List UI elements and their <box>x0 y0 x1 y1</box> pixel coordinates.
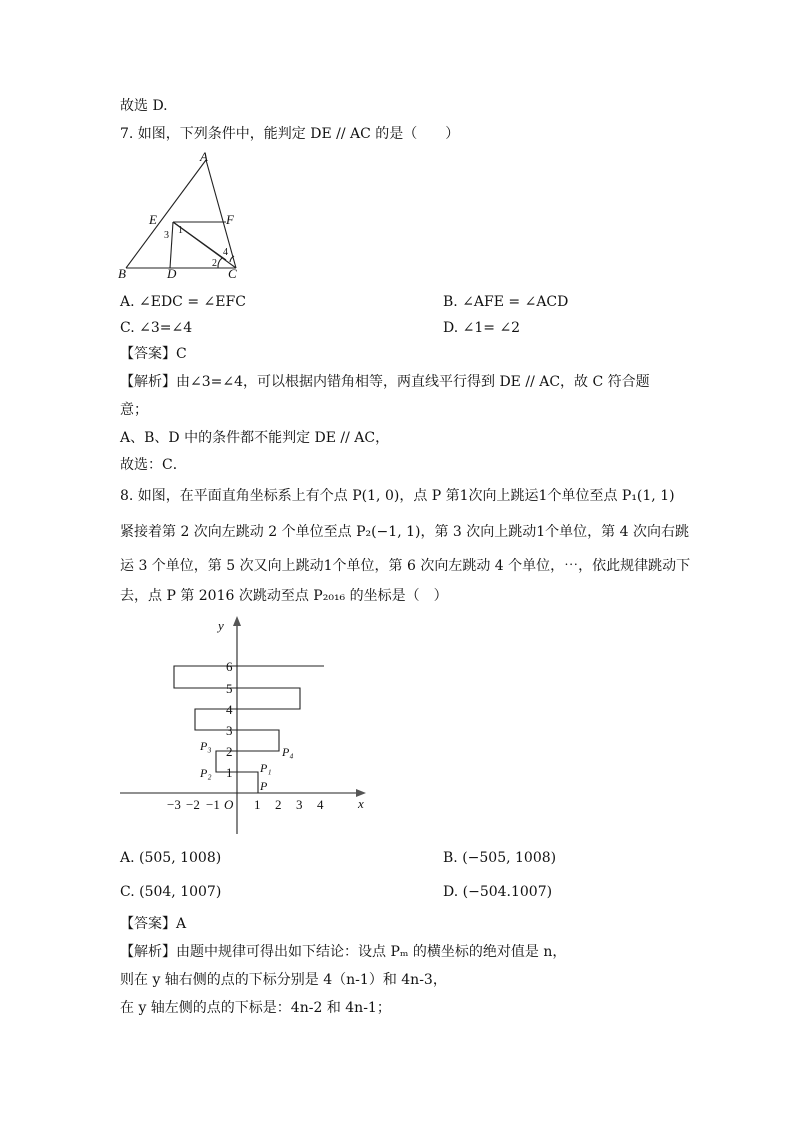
y-tick-4: 4 <box>226 702 233 717</box>
question-7-figure <box>118 150 248 282</box>
x-tick-neg2: −2 <box>186 797 200 812</box>
q8-analysis-line-3: 在 y 轴左侧的点的下标是：4n-2 和 4n-1； <box>120 1000 391 1016</box>
x-tick-4: 4 <box>317 797 324 812</box>
question-8-figure <box>116 612 376 838</box>
x-tick-3: 3 <box>296 797 303 812</box>
q7-option-a: A. ∠EDC = ∠EFC <box>120 294 246 310</box>
point-p1-label: P₁ <box>260 761 272 775</box>
question-8-stem-line-2: 紧接着第 2 次向左跳动 2 个单位至点 P₂(−1, 1)，第 3 次向上跳动1个单位，第 4 次向右跳 <box>120 524 689 540</box>
point-p3-label: P₃ <box>200 739 212 753</box>
q8-option-d: D. (−504.1007) <box>443 884 553 900</box>
q7-option-b: B. ∠AFE = ∠ACD <box>443 294 569 310</box>
q7-analysis-line-3: A、B、D 中的条件都不能判定 DE // AC， <box>120 430 390 446</box>
label-a: A <box>200 150 208 164</box>
point-p2-label: P₂ <box>200 766 212 780</box>
label-f: F <box>226 212 234 227</box>
label-b: B <box>118 266 126 281</box>
q8-analysis-line-2: 则在 y 轴右侧的点的下标分别是 4（n-1）和 4n-3， <box>120 972 447 988</box>
q7-analysis-line-4: 故选：C． <box>120 457 187 473</box>
y-axis-arrow <box>233 616 241 626</box>
y-tick-5: 5 <box>226 681 233 696</box>
y-tick-1: 1 <box>226 765 233 780</box>
angle-label-3: 3 <box>164 230 169 241</box>
label-e: E <box>149 212 157 227</box>
x-axis-label: x <box>358 796 364 811</box>
prev-answer-conclusion: 故选 D. <box>120 98 168 114</box>
line-ed <box>170 222 173 268</box>
label-c: C <box>228 266 237 281</box>
q7-answer: 【答案】C <box>120 346 187 362</box>
q8-option-a: A. (505, 1008) <box>120 850 222 866</box>
q8-option-b: B. (−505, 1008) <box>443 850 557 866</box>
y-axis-label: y <box>218 618 224 633</box>
jump-path <box>174 666 324 793</box>
y-tick-3: 3 <box>226 723 233 738</box>
x-tick-2: 2 <box>275 797 282 812</box>
q7-analysis-line-2: 意； <box>120 402 148 418</box>
x-tick-neg3: −3 <box>167 797 181 812</box>
angle-2-arc <box>218 258 222 268</box>
y-tick-2: 2 <box>226 744 233 759</box>
question-8-stem-line-4: 去，点 P 第 2016 次跳动至点 P₂₀₁₆ 的坐标是（ ） <box>120 588 448 604</box>
origin-label: O <box>224 797 234 812</box>
angle-label-1: 1 <box>178 225 183 236</box>
point-p-label: P <box>260 779 268 793</box>
q8-answer: 【答案】A <box>120 916 187 932</box>
q7-option-c: C. ∠3=∠4 <box>120 320 193 336</box>
y-tick-6: 6 <box>226 659 233 674</box>
point-p4-label: P₄ <box>282 745 294 759</box>
x-tick-1: 1 <box>254 797 261 812</box>
angle-label-2: 2 <box>212 258 217 269</box>
q8-option-c: C. (504, 1007) <box>120 884 222 900</box>
question-8-stem-line-1: 8. 如图，在平面直角坐标系上有个点 P(1, 0)，点 P 第1次向上跳运1个单位至点 P₁(1, 1) <box>120 488 675 504</box>
q7-analysis-line-1: 【解析】由∠3=∠4，可以根据内错角相等，两直线平行得到 DE // AC，故 C 符合题 <box>120 374 650 390</box>
line-ab <box>126 160 206 268</box>
q8-analysis-line-1: 【解析】由题中规律可得出如下结论：设点 Pₘ 的横坐标的绝对值是 n， <box>120 944 567 960</box>
x-tick-neg1: −1 <box>206 797 220 812</box>
question-8-stem-line-3: 运 3 个单位，第 5 次又向上跳动1个单位，第 6 次向左跳动 4 个单位，⋯，依此规律跳动下 <box>120 558 691 574</box>
angle-label-4: 4 <box>223 247 228 258</box>
q7-option-d: D. ∠1= ∠2 <box>443 320 521 336</box>
label-d: D <box>167 266 177 281</box>
question-7-stem: 7. 如图，下列条件中，能判定 DE // AC 的是（ ） <box>120 126 460 142</box>
